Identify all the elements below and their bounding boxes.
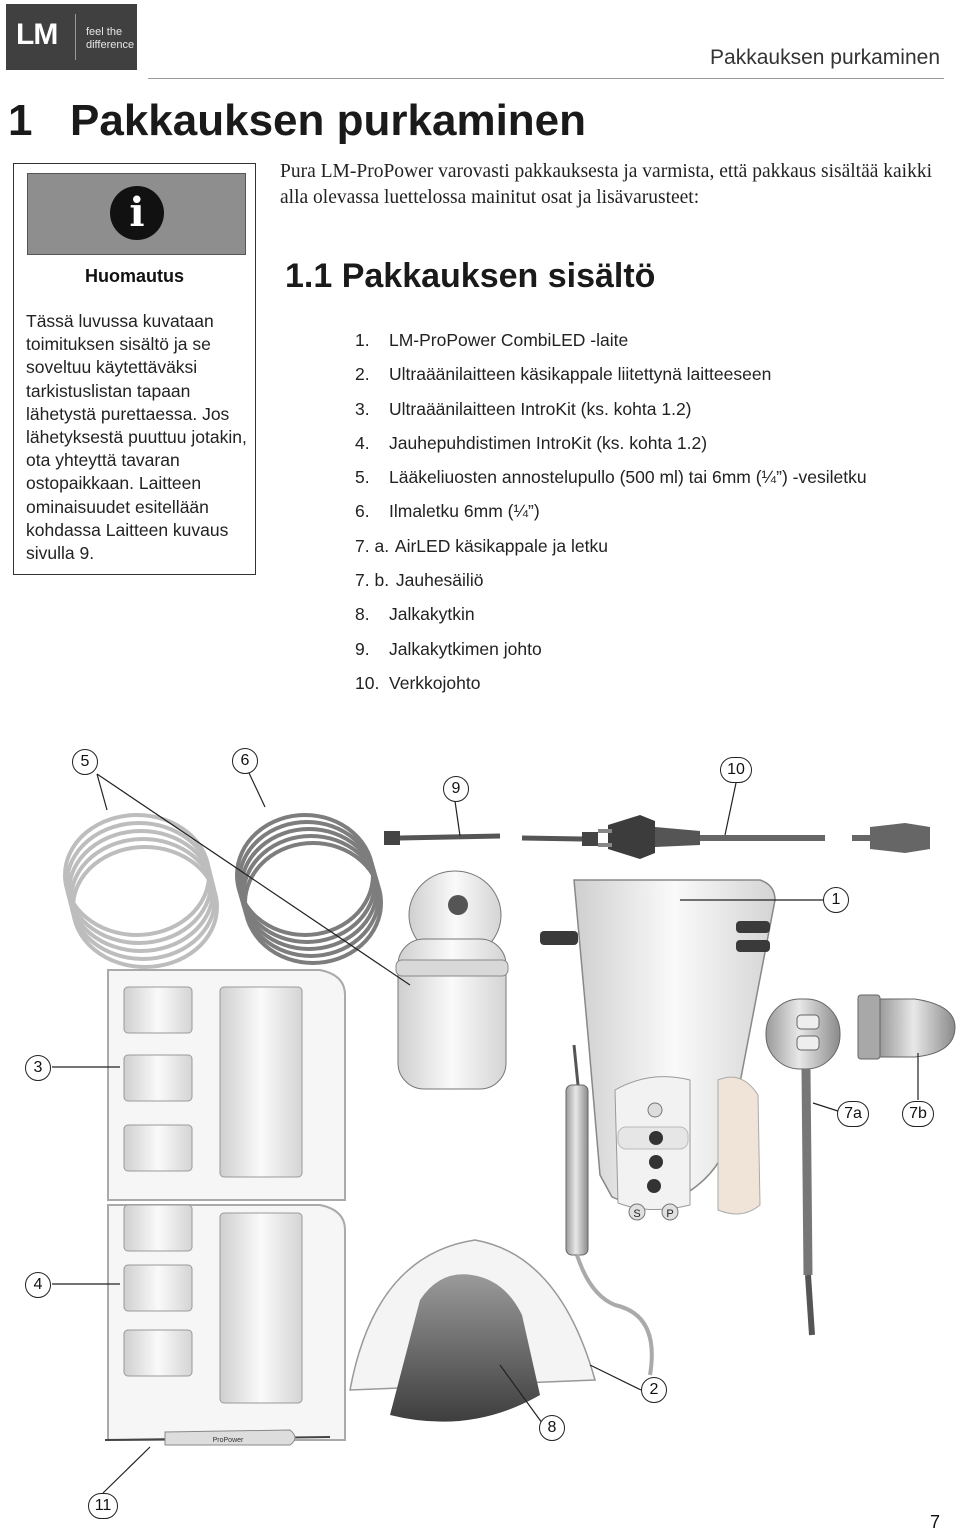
callout-6: 6: [232, 748, 258, 774]
rj-plug-right: [582, 832, 598, 846]
figure-illustration: [0, 735, 960, 1529]
powder-introkit-tray: [108, 1205, 345, 1440]
logo-tagline: [86, 26, 134, 52]
item-text: Jalkakytkimen johto: [389, 638, 542, 659]
panel-button-s: S: [633, 1208, 641, 1220]
water-tube-coil: [65, 815, 217, 967]
item-number: 4.: [355, 432, 370, 453]
item-number: 5.: [355, 467, 370, 488]
tagline-line-1: feel the: [86, 26, 123, 38]
section-title: 1.1 Pakkauksen sisältö: [285, 257, 656, 295]
item-text: Ultraäänilaitteen IntroKit (ks. kohta 1.2): [389, 398, 692, 419]
item-number: 2.: [355, 364, 370, 385]
list-item: [355, 360, 867, 394]
callout-4: 4: [25, 1272, 51, 1298]
running-header: Pakkauksen purkaminen: [710, 46, 940, 69]
list-item: [355, 497, 867, 531]
list-item: [355, 635, 867, 669]
callout-9: 9: [443, 776, 469, 802]
ultrasonic-introkit-tray: [108, 970, 345, 1200]
tagline-line-2: difference: [86, 39, 135, 51]
note-text: Tässä luvussa kuvataan toimituksen sisältö ja se soveltuu käytettäväksi tarkistuslistan tapaan lähetystä purettaessa. Jos lähetyksestä puuttuu jotakin, ota yhteyttä tavaran ostopaikkaan. Laitteen ominaisuudet esitellään kohdassa Laitteen kuvaus sivulla 9.: [26, 311, 247, 564]
item-text: Ilmaletku 6mm (¼”): [389, 501, 540, 522]
callout-7a: 7a: [837, 1101, 869, 1127]
note-heading: Huomautus: [85, 266, 184, 286]
rj-plug-left: [384, 831, 400, 845]
airled-handpiece: [766, 999, 840, 1335]
note-banner: [27, 173, 246, 255]
item-number: 1.: [355, 330, 370, 350]
callout-5: 5: [72, 749, 98, 775]
callout-7b: 7b: [902, 1101, 934, 1127]
package-contents-figure: [0, 735, 960, 1529]
item-text: Jauhepuhdistimen IntroKit (ks. kohta 1.2): [389, 432, 708, 453]
list-item: [355, 600, 867, 634]
item-text: AirLED käsikappale ja letku: [394, 535, 608, 556]
logo-mark: LM: [16, 18, 58, 51]
powder-container: [858, 995, 955, 1059]
list-item: [355, 429, 867, 463]
item-text: Lääkeliuosten annostelupullo (500 ml) tai 6mm (¼”) -vesiletku: [389, 467, 867, 488]
item-text: Jalkakytkin: [389, 604, 475, 625]
item-number: 10.: [355, 672, 380, 693]
footswitch: [350, 1240, 595, 1422]
air-tube-coil: [237, 815, 381, 963]
callout-1: 1: [823, 887, 849, 913]
callout-3: 3: [25, 1055, 51, 1081]
chapter-number: 1: [8, 96, 33, 145]
info-icon: i: [110, 186, 164, 240]
chapter-title: [8, 96, 586, 146]
item-number: 7. b.: [355, 570, 390, 591]
item-number: 3.: [355, 398, 370, 419]
item-number: 7. a.: [355, 535, 390, 556]
power-cord: [598, 815, 930, 859]
logo-divider: [75, 14, 76, 60]
item-number: 6.: [355, 501, 370, 522]
item-number: 9.: [355, 638, 370, 659]
footswitch-cable: [384, 831, 598, 846]
callout-2: 2: [641, 1377, 667, 1403]
item-text: Verkkojohto: [389, 672, 481, 693]
callout-10: 10: [720, 757, 752, 783]
list-item: [355, 532, 867, 566]
item-text: Ultraäänilaitteen käsikappale liitettynä laitteeseen: [389, 364, 772, 385]
header-divider: [148, 78, 944, 79]
item-number: 8.: [355, 604, 370, 625]
powder-chamber: [396, 871, 508, 1089]
contents-list: [355, 326, 867, 703]
instrument-label: ProPower: [212, 1437, 244, 1444]
item-text: LM-ProPower CombiLED -laite: [389, 330, 629, 350]
callout-11: 11: [88, 1493, 118, 1519]
list-item: [355, 395, 867, 429]
panel-button-p: P: [666, 1208, 674, 1220]
list-item: [355, 669, 867, 703]
note-box: [13, 163, 256, 575]
list-item: [355, 463, 867, 497]
list-item: [355, 326, 867, 360]
list-item: [355, 566, 867, 600]
callout-8: 8: [539, 1415, 565, 1441]
chapter-title-text: Pakkauksen purkaminen: [70, 96, 587, 145]
lm-logo: [6, 4, 137, 70]
item-text: Jauhesäiliö: [395, 570, 484, 591]
page-number: 7: [929, 1512, 940, 1532]
intro-paragraph: Pura LM-ProPower varovasti pakkauksesta ja varmista, että pakkaus sisältää kaikki alla olevassa luettelossa mainitut osat ja lisävarusteet:: [280, 161, 932, 208]
